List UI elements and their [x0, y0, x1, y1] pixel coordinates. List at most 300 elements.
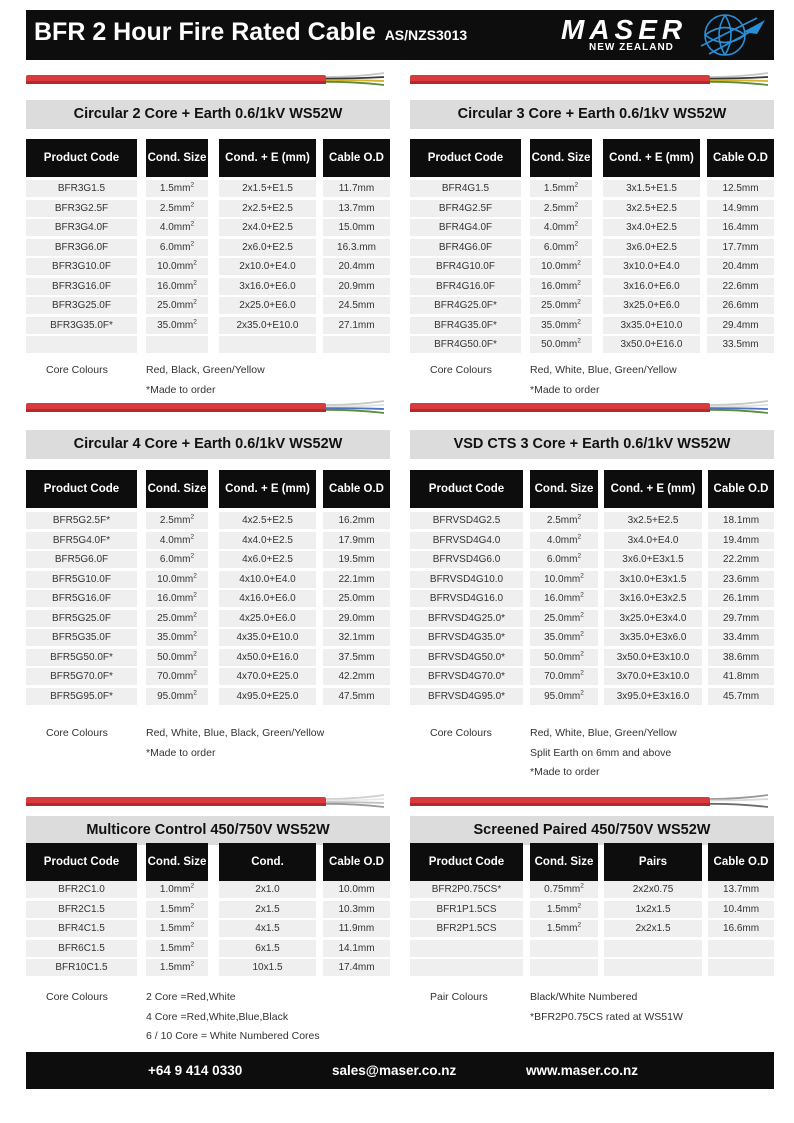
cond-spec-value: 1x2x1.5 [635, 903, 671, 915]
cond-size [530, 629, 598, 646]
cond-size [146, 336, 208, 353]
table-row [410, 940, 774, 957]
product-code [410, 551, 523, 568]
header-cond: Pairs [604, 843, 702, 881]
cond-spec [604, 649, 702, 666]
cond-spec-value: 4x2.5+E2.5 [242, 515, 293, 526]
cable-od-value: 19.5mm [338, 554, 375, 565]
cond-spec [219, 200, 316, 217]
squared-superscript: 2 [574, 240, 579, 248]
cond-spec [219, 571, 316, 588]
globe-icon [699, 12, 769, 58]
cond-spec-value: 4x16.0+E6.0 [239, 593, 296, 604]
cond-spec [219, 317, 316, 334]
cable-od-value: 27.1mm [338, 319, 375, 331]
product-code-value: BFR5G4.0F* [52, 534, 111, 546]
cond-size [146, 590, 208, 607]
table-row [26, 239, 390, 256]
product-code [410, 532, 523, 549]
product-code [26, 649, 137, 666]
cable-od [323, 610, 390, 627]
header-cable-od: Cable O.D [707, 139, 774, 177]
cable-od-value: 33.5mm [722, 339, 759, 350]
product-code [26, 258, 137, 275]
cond-spec [603, 200, 700, 217]
cable-od-value: 38.6mm [722, 651, 760, 663]
product-code-value: BFRVSD4G25.0* [427, 612, 506, 624]
notes-label: Core Colours [430, 364, 492, 376]
table-row [410, 901, 774, 918]
cond-size [146, 297, 208, 314]
product-code-value: BFRVSD4G10.0 [429, 573, 504, 585]
cond-spec [219, 336, 316, 353]
squared-superscript: 2 [193, 298, 197, 306]
squared-superscript: 2 [193, 572, 197, 580]
product-code [410, 629, 523, 646]
table-row [26, 297, 390, 314]
cond-size [146, 219, 208, 236]
header-cable-od: Cable O.D [708, 470, 774, 508]
cable-od [323, 512, 390, 529]
product-code [410, 668, 523, 685]
cond-size [530, 200, 592, 217]
cond-spec [604, 668, 702, 685]
table-row [26, 668, 390, 685]
cond-spec-value: 2x2.5+E2.5 [242, 202, 293, 214]
product-code [410, 219, 521, 236]
squared-superscript: 2 [577, 921, 582, 929]
cable-od [323, 901, 390, 918]
cond-size [146, 239, 208, 256]
cable-image [26, 70, 390, 90]
product-code-value: BFR2C1.5 [58, 903, 105, 915]
cond-spec-value: 3x2.5+E2.5 [626, 202, 677, 214]
table-row [410, 532, 774, 549]
table-row [410, 180, 774, 197]
cable-od-value: 25.0mm [338, 593, 375, 604]
table-row [26, 278, 390, 295]
section-title: Circular 2 Core + Earth 0.6/1kV WS52W [26, 100, 390, 129]
cond-size-value: 10.0mm [157, 573, 194, 585]
cond-spec-value: 10x1.5 [252, 962, 283, 973]
table-row [410, 668, 774, 685]
cable-od [323, 180, 390, 197]
cond-size-value: 6.0mm [543, 241, 575, 253]
squared-superscript: 2 [580, 689, 584, 697]
table-row [410, 649, 774, 666]
header-cable-od: Cable O.D [708, 843, 774, 881]
cable-od [707, 219, 774, 236]
cond-size [530, 668, 598, 685]
cond-spec [604, 629, 702, 646]
cable-od-value: 13.7mm [338, 202, 375, 214]
squared-superscript: 2 [580, 630, 584, 638]
header-cable-od: Cable O.D [323, 843, 390, 881]
cond-size [530, 590, 598, 607]
product-code-value: BFR4G6.0F [438, 241, 493, 253]
cond-size [530, 920, 598, 937]
cond-size-value: 35.0mm [544, 632, 581, 643]
header-cond: Cond. [219, 843, 316, 881]
squared-superscript: 2 [577, 298, 581, 306]
cable-od [323, 959, 390, 976]
cond-spec [603, 219, 700, 236]
squared-superscript: 2 [190, 240, 195, 248]
table-row [26, 920, 390, 937]
cond-size [146, 959, 208, 976]
product-code [410, 278, 521, 295]
cond-spec-value: 2x6.0+E2.5 [242, 241, 293, 253]
cond-spec [603, 336, 700, 353]
cond-spec-value: 2x10.0+E4.0 [239, 261, 296, 272]
cond-size-value: 25.0mm [544, 612, 581, 624]
product-code-value: BFRVSD4G4.0 [432, 534, 501, 546]
table-row [26, 180, 390, 197]
cable-od-value: 41.8mm [722, 671, 760, 682]
cond-spec-value: 4x35.0+E10.0 [236, 632, 299, 643]
product-code [410, 200, 521, 217]
header-product-code: Product Code [26, 843, 137, 881]
product-code-value: BFR4G25.0F* [434, 300, 497, 311]
product-code [26, 590, 137, 607]
cable-od-value: 22.6mm [722, 280, 759, 292]
cond-size [146, 920, 208, 937]
footer-website[interactable]: www.maser.co.nz [526, 1063, 639, 1078]
cable-od [708, 649, 774, 666]
product-code [26, 629, 137, 646]
cond-size-value: 6.0mm [546, 554, 578, 565]
cond-spec-value: 3x10.0+E3x1.5 [619, 573, 687, 585]
product-code-value: BFR3G6.0F [54, 241, 109, 253]
product-code-value: BFR5G70.0F* [50, 671, 113, 682]
notes-line: 6 / 10 Core = White Numbered Cores [146, 1030, 320, 1042]
page-header [26, 10, 774, 60]
product-code-value: BFR3G1.5 [57, 183, 106, 194]
header-product-code: Product Code [410, 470, 523, 508]
cond-size-value: 4.0mm [543, 222, 575, 233]
notes-line: *Made to order [146, 383, 216, 396]
cond-size-value: 16.0mm [157, 593, 194, 604]
squared-superscript: 2 [580, 591, 584, 599]
cable-od [708, 881, 774, 898]
product-code [410, 590, 523, 607]
squared-superscript: 2 [193, 630, 197, 638]
cond-size [146, 610, 208, 627]
table-row [410, 336, 774, 353]
cond-size-value: 6.0mm [159, 554, 191, 565]
product-code-value: BFR1P1.5CS [436, 903, 497, 915]
cond-size-value: 16.0mm [544, 593, 581, 604]
table-row [410, 590, 774, 607]
cable-od [323, 629, 390, 646]
product-code [410, 512, 523, 529]
product-code-value: BFR5G35.0F [52, 632, 111, 643]
product-code [410, 571, 523, 588]
table-row [410, 278, 774, 295]
cable-od [708, 629, 774, 646]
cable-od-value: 47.5mm [338, 690, 375, 702]
cable-od-value: 24.5mm [338, 300, 375, 311]
cond-size-value: 2.5mm [543, 202, 575, 214]
product-code-value: BFR5G16.0F [52, 593, 111, 604]
cond-size [530, 551, 598, 568]
product-code [26, 551, 137, 568]
cable-od-value: 10.4mm [722, 903, 760, 915]
cable-od-value: 37.5mm [338, 651, 375, 663]
header-cable-od: Cable O.D [323, 139, 390, 177]
table-row [26, 649, 390, 666]
product-code-value: BFR2P1.5CS [436, 923, 497, 934]
product-code [26, 668, 137, 685]
table-row [26, 532, 390, 549]
cond-spec-value: 3x16.0+E6.0 [239, 280, 296, 292]
cond-spec [219, 959, 316, 976]
cond-spec [604, 901, 702, 918]
cond-spec-value: 4x95.0+E25.0 [236, 690, 299, 702]
product-code-value: BFR3G35.0F* [50, 319, 113, 331]
squared-superscript: 2 [190, 513, 195, 521]
cond-size-value: 1.5mm [159, 903, 191, 915]
cable-od-value: 22.1mm [338, 573, 375, 585]
product-code [26, 239, 137, 256]
standard-label: AS/NZS3013 [384, 27, 468, 43]
cond-size-value: 35.0mm [157, 632, 194, 643]
cond-spec [603, 258, 700, 275]
product-code-value: BFR5G6.0F [54, 554, 109, 565]
cond-size-value: 95.0mm [544, 690, 581, 702]
cond-size [530, 297, 592, 314]
product-code [410, 317, 521, 334]
table-row [410, 200, 774, 217]
product-code-value: BFRVSD4G6.0 [432, 554, 501, 565]
squared-superscript: 2 [193, 611, 197, 619]
product-code-value: BFR6C1.5 [58, 942, 105, 954]
notes-line: *Made to order [146, 746, 216, 759]
footer-email[interactable]: sales@maser.co.nz [332, 1063, 457, 1078]
notes-line: Red, White, Blue, Green/Yellow [530, 727, 677, 739]
table-row [410, 297, 774, 314]
table-row [410, 258, 774, 275]
cond-spec [219, 688, 316, 705]
cond-spec [604, 532, 702, 549]
squared-superscript: 2 [190, 201, 195, 209]
cond-spec-value: 2x1.5+E1.5 [242, 183, 293, 194]
cond-size-value: 1.5mm [546, 923, 578, 934]
table-row [26, 336, 390, 353]
cable-image [26, 398, 390, 418]
header-cond-size: Cond. Size [146, 139, 208, 177]
table-row [26, 258, 390, 275]
cond-size-value: 1.5mm [546, 903, 578, 915]
product-code [26, 317, 137, 334]
cond-spec-value: 2x4.0+E2.5 [242, 222, 293, 233]
product-code [26, 688, 137, 705]
table-row [26, 317, 390, 334]
cable-od [323, 551, 390, 568]
cable-od [708, 551, 774, 568]
cond-size [530, 901, 598, 918]
squared-superscript: 2 [577, 318, 581, 326]
cable-od-value: 12.5mm [722, 183, 759, 194]
cable-od-value: 20.4mm [722, 261, 759, 272]
product-code-value: BFR5G25.0F [52, 612, 111, 624]
cond-size [146, 278, 208, 295]
logo-subtitle: NEW ZEALAND [589, 42, 674, 53]
cable-od-value: 29.7mm [722, 612, 760, 624]
cable-od [323, 297, 390, 314]
cond-size-value: 6.0mm [159, 241, 191, 253]
table-row [26, 571, 390, 588]
notes-label: Core Colours [46, 727, 108, 739]
header-cond: Cond. + E (mm) [219, 139, 316, 177]
notes-line: *Made to order [530, 383, 600, 396]
squared-superscript: 2 [190, 220, 195, 228]
table-header [410, 470, 774, 508]
cond-size-value: 1.5mm [159, 942, 191, 954]
footer-phone: +64 9 414 0330 [148, 1063, 243, 1078]
table-row [26, 881, 390, 898]
page-title [34, 18, 467, 47]
cable-od [707, 239, 774, 256]
cond-size [530, 317, 592, 334]
squared-superscript: 2 [580, 650, 584, 658]
squared-superscript: 2 [577, 552, 582, 560]
cond-size [146, 881, 208, 898]
cond-size [146, 512, 208, 529]
cond-spec [219, 512, 316, 529]
cond-spec-value: 3x35.0+E10.0 [620, 319, 683, 331]
cond-spec [219, 668, 316, 685]
product-code-value: BFR2P0.75CS* [431, 884, 502, 895]
table-row [410, 219, 774, 236]
squared-superscript: 2 [190, 921, 195, 929]
table-row [410, 959, 774, 976]
table-row [410, 688, 774, 705]
cond-size [530, 610, 598, 627]
cond-size-value: 0.75mm [544, 884, 581, 895]
cable-od-value: 32.1mm [338, 632, 375, 643]
table-row [410, 551, 774, 568]
cable-od [323, 688, 390, 705]
section-title: Circular 4 Core + Earth 0.6/1kV WS52W [26, 430, 390, 459]
cond-spec-value: 4x10.0+E4.0 [239, 573, 296, 585]
product-code-value: BFRVSD4G35.0* [427, 632, 506, 643]
product-code-value: BFR4C1.5 [58, 923, 105, 934]
squared-superscript: 2 [190, 882, 195, 890]
squared-superscript: 2 [577, 533, 582, 541]
cond-spec [604, 959, 702, 976]
table-row [410, 920, 774, 937]
cable-od [708, 901, 774, 918]
cond-size [146, 668, 208, 685]
product-code [26, 532, 137, 549]
cable-od [323, 258, 390, 275]
squared-superscript: 2 [580, 669, 584, 677]
cond-spec-value: 3x2.5+E2.5 [627, 515, 679, 526]
cable-od-value: 14.1mm [338, 942, 375, 954]
cable-od-value: 11.7mm [338, 183, 375, 194]
cond-spec-value: 3x35.0+E3x6.0 [619, 632, 687, 643]
cond-size [530, 180, 592, 197]
cable-od [707, 297, 774, 314]
cond-spec [604, 590, 702, 607]
product-code [26, 278, 137, 295]
cable-image [26, 792, 390, 812]
cond-size [530, 258, 592, 275]
cable-od-value: 13.7mm [722, 884, 760, 895]
cable-od-value: 42.2mm [338, 671, 375, 682]
cond-size [146, 571, 208, 588]
cable-od [708, 959, 774, 976]
squared-superscript: 2 [190, 533, 195, 541]
cable-od [323, 219, 390, 236]
cond-size-value: 1.5mm [159, 183, 191, 194]
squared-superscript: 2 [190, 552, 195, 560]
cond-spec [219, 940, 316, 957]
cable-od [323, 940, 390, 957]
table-row [26, 901, 390, 918]
cable-od [707, 200, 774, 217]
product-code [26, 940, 137, 957]
product-code-value: BFR3G16.0F [52, 280, 111, 292]
cond-spec-value: 4x4.0+E2.5 [242, 534, 293, 546]
cond-size-value: 25.0mm [157, 300, 194, 311]
product-code [410, 336, 521, 353]
product-code-value: BFRVSD4G95.0* [427, 690, 506, 702]
cond-size [146, 200, 208, 217]
cable-od [323, 336, 390, 353]
squared-superscript: 2 [193, 318, 197, 326]
cond-size [530, 219, 592, 236]
squared-superscript: 2 [580, 572, 584, 580]
table-row [26, 200, 390, 217]
product-code [410, 959, 523, 976]
cable-od-value: 23.6mm [722, 573, 760, 585]
cond-size-value: 1.5mm [159, 962, 191, 973]
cond-spec [603, 278, 700, 295]
cond-spec [604, 610, 702, 627]
product-code [410, 180, 521, 197]
cond-spec [604, 881, 702, 898]
table-row [410, 881, 774, 898]
header-cond: Cond. + E (mm) [604, 470, 702, 508]
cond-size [530, 532, 598, 549]
cond-spec [219, 649, 316, 666]
cond-size-value: 70.0mm [544, 671, 581, 682]
cond-spec-value: 2x2x1.5 [635, 923, 671, 934]
cable-od [708, 688, 774, 705]
cable-od-value: 16.4mm [722, 222, 759, 233]
product-code [410, 610, 523, 627]
notes-line: Red, Black, Green/Yellow [146, 364, 265, 376]
cond-size [530, 571, 598, 588]
product-code [410, 258, 521, 275]
table-row [26, 610, 390, 627]
cable-od [707, 278, 774, 295]
cond-spec-value: 3x4.0+E4.0 [627, 534, 679, 546]
cond-size-value: 10.0mm [544, 573, 581, 585]
cable-od [708, 668, 774, 685]
cond-spec-value: 3x25.0+E3x4.0 [619, 612, 687, 624]
cond-spec-value: 3x1.5+E1.5 [626, 183, 677, 194]
cond-size [146, 901, 208, 918]
notes-line: Split Earth on 6mm and above [530, 746, 672, 759]
header-cond: Cond. + E (mm) [219, 470, 316, 508]
header-product-code: Product Code [26, 139, 137, 177]
maser-logo [561, 12, 771, 58]
cond-size [146, 180, 208, 197]
squared-superscript: 2 [577, 513, 582, 521]
